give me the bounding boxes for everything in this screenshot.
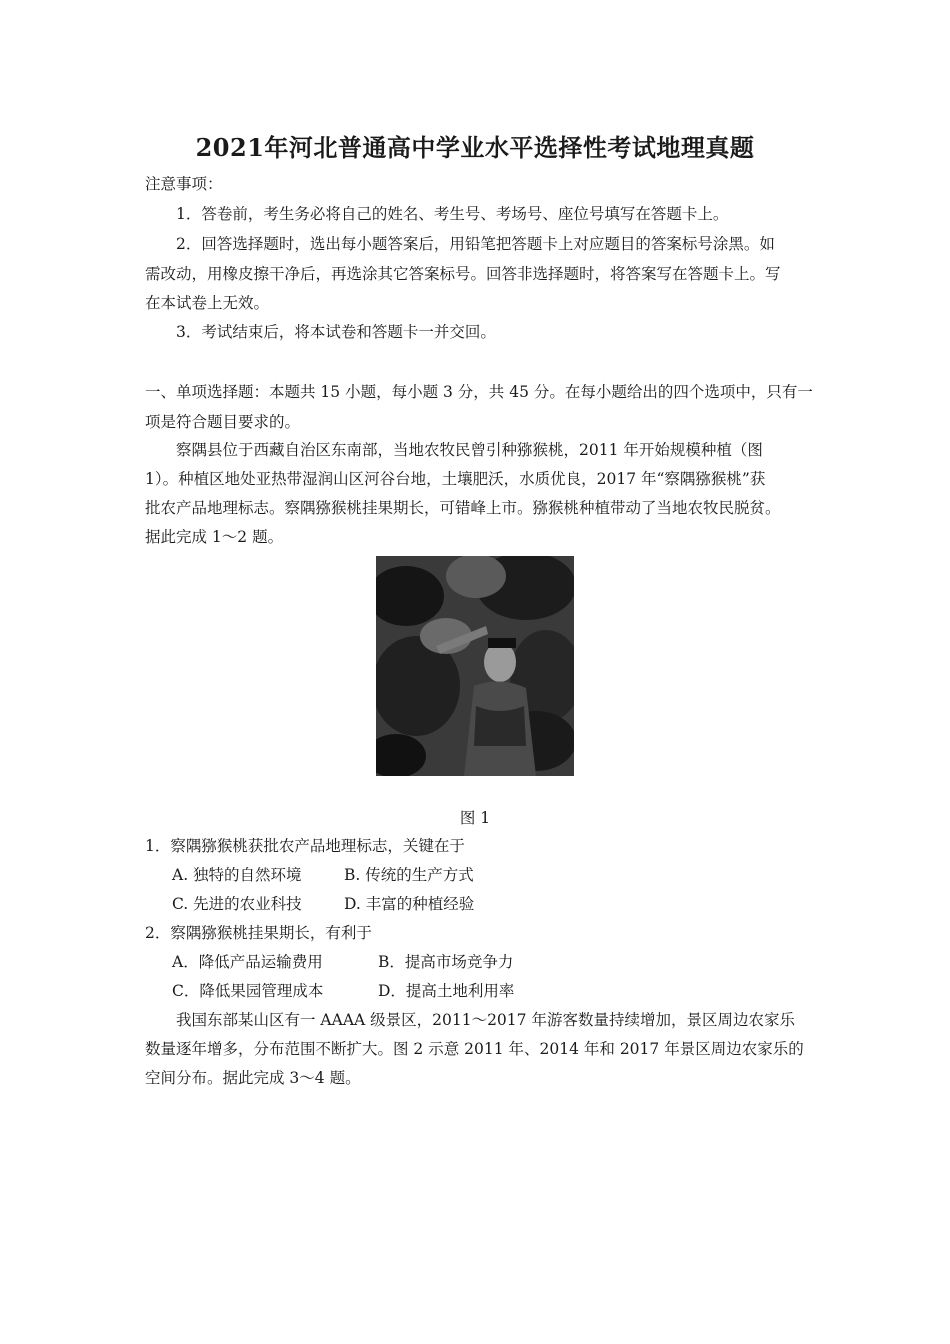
exam-title: 2021年河北普通高中学业水平选择性考试地理真题: [195, 133, 755, 162]
question-1-option-b: B. 传统的生产方式: [344, 866, 474, 884]
question-2-stem: 2．察隅猕猴桃挂果期长，有利于: [145, 924, 372, 942]
question-1-option-a: A. 独特的自然环境: [172, 866, 302, 884]
passage2-line3: 空间分布。据此完成 3～4 题。: [145, 1069, 361, 1087]
question-1-option-c: C. 先进的农业科技: [172, 895, 302, 913]
passage1-line1: 察隅县位于西藏自治区东南部，当地农牧民曾引种猕猴桃，2011 年开始规模种植（图: [176, 441, 763, 459]
passage2-line1: 我国东部某山区有一 AAAA 级景区，2011～2017 年游客数量持续增加，景区周边农家乐: [176, 1011, 795, 1029]
notice-item-2: 2．回答选择题时，选出每小题答案后，用铅笔把答题卡上对应题目的答案标号涂黑。如: [176, 235, 775, 253]
question-2-option-a: A．降低产品运输费用: [172, 953, 323, 971]
passage2-line2: 数量逐年增多，分布范围不断扩大。图 2 示意 2011 年、2014 年和 2017 年景区周边农家乐的: [145, 1040, 804, 1058]
passage1-line3: 批农产品地理标志。察隅猕猴桃挂果期长，可错峰上市。猕猴桃种植带动了当地农牧民脱贫。: [145, 499, 781, 517]
question-2-option-b: B．提高市场竞争力: [378, 953, 514, 971]
notice-item-2-cont2: 在本试卷上无效。: [145, 294, 270, 312]
section-heading: 一、单项选择题：本题共 15 小题，每小题 3 分，共 45 分。在每小题给出的四个选项中，只有一: [145, 383, 813, 401]
passage1-line2: 1）。种植区地处亚热带湿润山区河谷台地，土壤肥沃，水质优良，2017 年“察隅猕猴桃”获: [145, 470, 766, 488]
kiwifruit-photo: [376, 556, 574, 776]
passage1-line4: 据此完成 1～2 题。: [145, 528, 284, 546]
question-2-option-d: D．提高土地利用率: [378, 982, 515, 1000]
question-1-stem: 1．察隅猕猴桃获批农产品地理标志，关键在于: [145, 837, 465, 855]
notice-item-3: 3．考试结束后，将本试卷和答题卡一并交回。: [176, 323, 496, 341]
question-1-option-d: D. 丰富的种植经验: [344, 895, 475, 913]
notice-item-1: 1．答卷前，考生务必将自己的姓名、考生号、考场号、座位号填写在答题卡上。: [176, 205, 729, 223]
section-heading-cont: 项是符合题目要求的。: [145, 413, 301, 431]
figure-1-caption: 图 1: [459, 809, 491, 827]
notice-item-2-cont: 需改动，用橡皮擦干净后，再选涂其它答案标号。回答非选择题时，将答案写在答题卡上。写: [145, 265, 781, 283]
notice-heading: 注意事项：: [145, 175, 223, 193]
question-2-option-c: C．降低果园管理成本: [172, 982, 324, 1000]
